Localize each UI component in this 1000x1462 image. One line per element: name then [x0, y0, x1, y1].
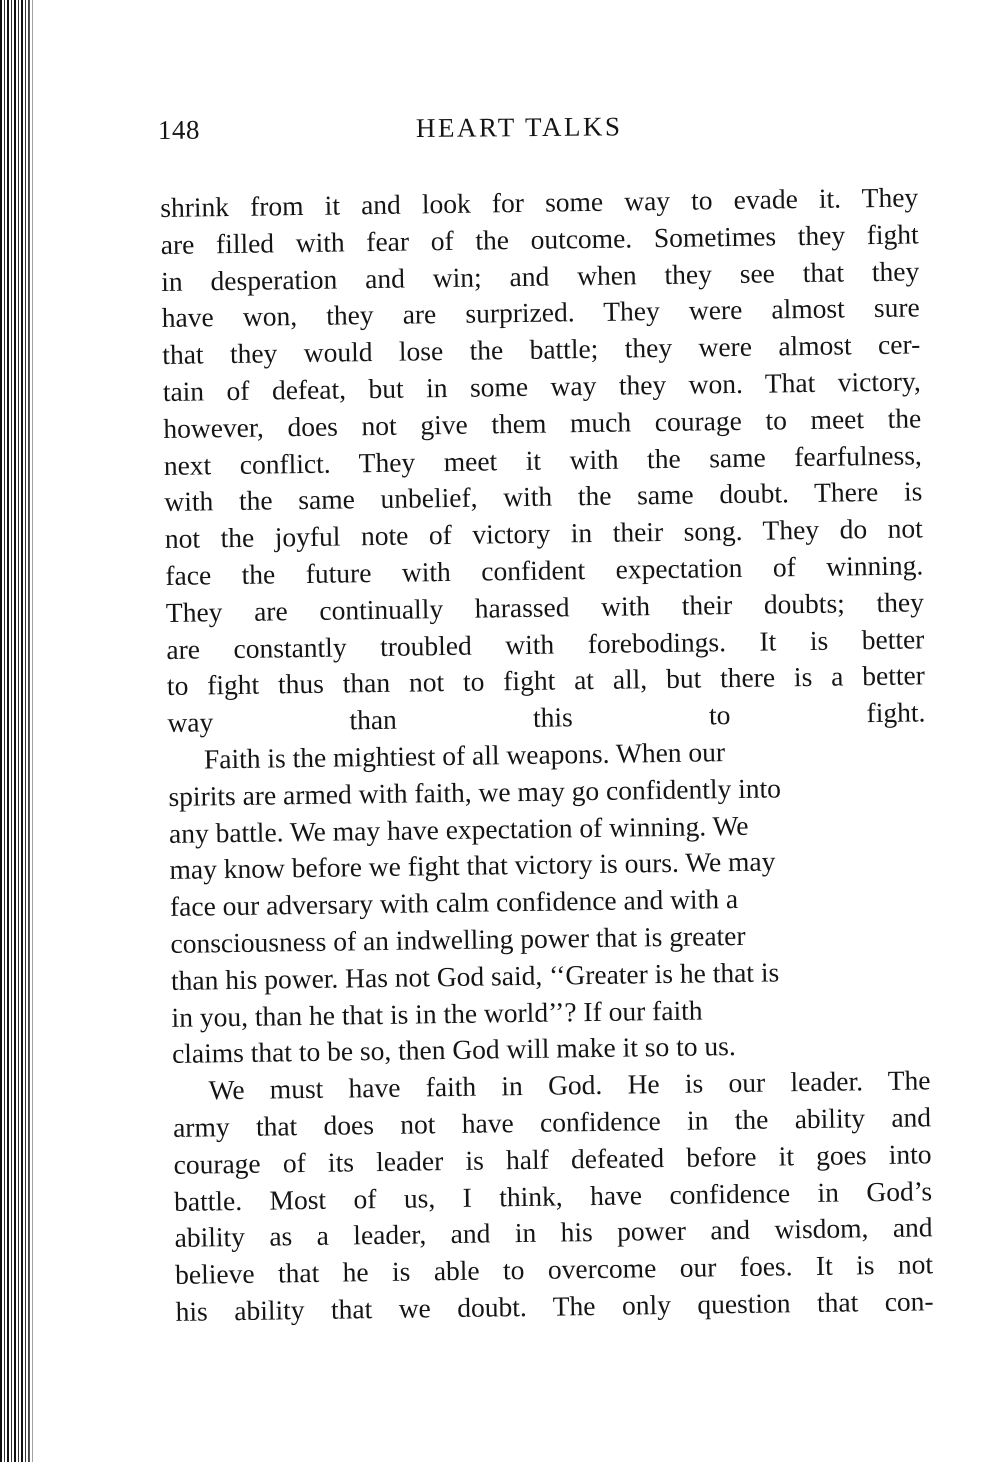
text-line: however, does not give them much courage to meet the: [163, 402, 922, 444]
text-line: claims that to be so, then God will make it so to us.: [171, 1030, 736, 1070]
text-line: are constantly troubled with forebodings. It is better: [166, 622, 925, 665]
text-line: battle. Most of us, I think, have confidence in God’s: [173, 1174, 933, 1217]
paragraph-2: [168, 731, 931, 1073]
running-head: HEART TALKS: [415, 111, 623, 143]
text-line: that they would lose the battle; they were almost cer-: [162, 328, 921, 371]
text-line: may know before we fight that victory is ours. We may: [169, 845, 776, 886]
text-line: in desperation and win; and when they see that they: [161, 255, 920, 297]
text-line: believe that he is able to overcome our foes. It is not: [174, 1248, 934, 1291]
text-line: have won, they are surprized. They were almost sure: [161, 291, 920, 334]
text-line: They are continually harassed with their doubts; they: [165, 586, 925, 628]
text-line: army that does not have confidence in the ability and: [172, 1101, 932, 1143]
text-line: next conflict. They meet it with the same fearfulness,: [163, 438, 922, 481]
text-line: spirits are armed with faith, we may go confidently into: [168, 772, 782, 812]
binding-shadow: [26, 0, 38, 1462]
text-line: face the future with confident expectation of winning.: [165, 549, 924, 591]
page-header: [158, 109, 920, 155]
text-line: Faith is the mightiest of all weapons. When our: [203, 736, 726, 775]
paragraph-1: [160, 179, 926, 741]
text-line: not the joyful note of victory in their song. They do not: [164, 512, 924, 555]
text-line: way than this to fight.: [167, 696, 926, 739]
text-line: any battle. We may have expectation of winning. We: [168, 809, 749, 849]
text-line: are filled with fear of the outcome. Sometimes they fight: [160, 218, 919, 260]
text-line: We must have faith in God. He is our leader. The: [208, 1064, 931, 1106]
text-line: shrink from it and look for some way to evade it. They: [160, 181, 919, 223]
text-line: with the same unbelief, with the same doubt. There is: [164, 475, 923, 518]
text-line: courage of its leader is half defeated before it goes into: [173, 1138, 932, 1180]
text-line: ability as a leader, and in his power and wisdom, and: [174, 1211, 933, 1254]
text-line: than his power. Has not God said, ‘‘Greater is he that is: [170, 956, 780, 996]
text-line: in you, than he that is in the world’’? If our faith: [171, 994, 703, 1033]
body-text: [160, 179, 934, 1330]
text-line: to fight thus than not to fight at all, but there is a better: [166, 659, 926, 702]
page-number: 148: [157, 114, 201, 145]
paragraph-3: [172, 1062, 934, 1330]
text-line: consciousness of an indwelling power that is greater: [170, 919, 746, 959]
text-line: tain of defeat, but in some way they won. That victory,: [162, 365, 921, 407]
text-line: face our adversary with calm confidence and with a: [169, 883, 739, 923]
text-line: his ability that we doubt. The only question that con-: [175, 1285, 934, 1327]
